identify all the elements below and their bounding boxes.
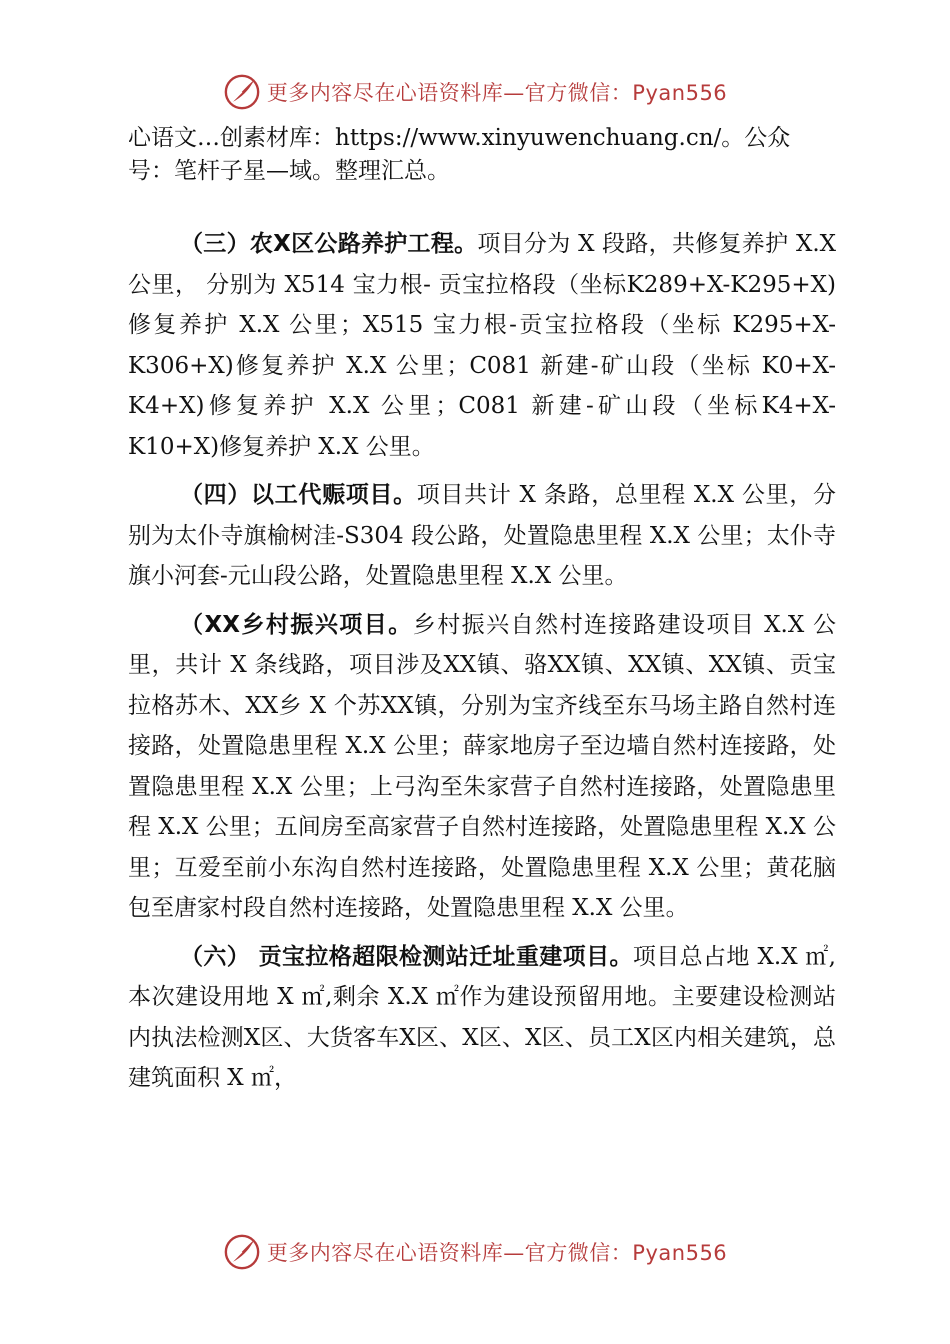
section-5-heading: （XX乡村振兴项目。 — [180, 611, 413, 638]
section-4-body: 项目共计 X 条路，总里程 X.X 公里，分别为太仆寺旗榆树洼-S304 段公路，处置隐患里程 X.X 公里；太仆寺旗小河套-元山段公路，处置隐患里程 X.X 公里。 — [128, 482, 837, 589]
section-4-heading: （四）以工代赈项目。 — [180, 482, 417, 508]
intro-text: 心语文…创素材库：https://www.xinyuwenchuang.cn/。公众号：笔杆子星—域。整理汇总。 — [128, 125, 791, 184]
section-6-body: 项目总占地 X.X ㎡,本次建设用地 X ㎡,剩余 X.X ㎡作为建设预留用地。主要建设检测站内执法检测X区、大货客车X区、X区、X区、员工X区内相关建筑，总建筑面积 X ㎡， — [128, 943, 836, 1091]
section-4 — [128, 475, 836, 597]
header-banner-text: 更多内容尽在心语资料库—官方微信：Pyan556 — [266, 81, 728, 105]
feather-logo-icon — [223, 73, 261, 111]
section-5 — [128, 605, 836, 929]
footer-banner — [0, 1230, 950, 1274]
section-6-heading: （六） 贡宝拉格超限检测站迁址重建项目。 — [180, 943, 633, 970]
document-body — [128, 122, 836, 1107]
section-3-heading: （三）农X区公路养护工程。 — [180, 231, 478, 257]
section-3-body: 项目分为 X 段路，共修复养护 X.X 公里， 分别为 X514 宝力根- 贡宝拉格段（坐标K289+X-K295+X)修复养护 X.X 公里；X515 宝力根-贡宝拉格段（坐标 K295+X-K306+X)修复养护 X.X 公里；C081 新建-矿山段（坐标 K0+X-K4+X)修复养护 X.X 公里；C081 新建-矿山段（坐标K4+X-K10+X)修复养护 X.X 公里。 — [128, 231, 836, 460]
section-6 — [128, 937, 836, 1099]
feather-logo-icon — [223, 1233, 261, 1271]
header-banner — [0, 70, 950, 114]
section-3 — [128, 224, 836, 467]
section-5-body: 乡村振兴自然村连接路建设项目 X.X 公里，共计 X 条线路，项目涉及XX镇、骆XX镇、XX镇、XX镇、贡宝拉格苏木、XX乡 X 个苏XX镇，分别为宝齐线至东马场主路自然村连接路，处置隐患里程 X.X 公里；薛家地房子至边墙自然村连接路，处置隐患里程 X.X 公里；上弓沟至朱家营子自然村连接路，处置隐患里程 X.X 公里；五间房至高家营子自然村连接路，处置隐患里程 X.X 公里；互爱至前小东沟自然村连接路，处置隐患里程 X.X 公里；黄花脑包至唐家村段自然村连接路，处置隐患里程 X.X 公里。 — [128, 611, 836, 921]
footer-banner-text: 更多内容尽在心语资料库—官方微信：Pyan556 — [266, 1241, 728, 1265]
